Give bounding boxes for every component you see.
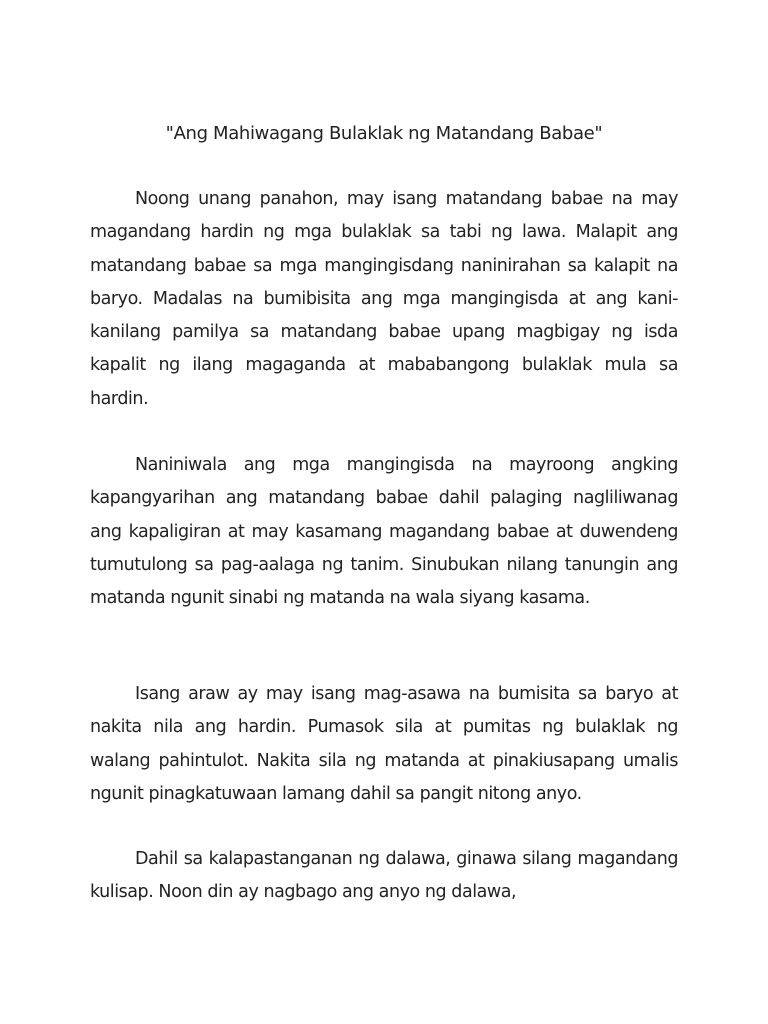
- paragraph-4: Dahil sa kalapastanganan ng dalawa, ginawa silang magandang kulisap. Noon din ay nagbago ang anyo ng dalawa,: [90, 849, 678, 903]
- paragraph-3: Isang araw ay may isang mag-asawa na bumisita sa baryo at nakita nila ang hardin. Pumasok sila at pumitas ng bulaklak ng walang pahintulot. Nakita sila ng matanda at pinakiusapang umalis ngunit pinagkatuwaan lamang dahil sa pangit nitong anyo.: [90, 684, 678, 804]
- paragraph-2: Naniniwala ang mga mangingisda na mayroong angking kapangyarihan ang matandang babae dahil palaging nagliliwanag ang kapaligiran at may kasamang magandang babae at duwendeng tumutulong sa pag-aalaga ng tanim. Sinubukan nilang tanungin ang matanda ngunit sinabi ng matanda na wala siyang kasama.: [90, 455, 678, 609]
- paragraph-1: Noong unang panahon, may isang matandang babae na may magandang hardin ng mga bulaklak sa tabi ng lawa. Malapit ang matandang babae sa mga mangingisdang naninirahan sa kalapit na baryo. Madalas na bumibisita ang mga mangingisda at ang kani-kanilang pamilya sa matandang babae upang magbigay ng isda kapalit ng ilang magaganda at mababangong bulaklak mula sa hardin.: [90, 189, 678, 409]
- story-title: "Ang Mahiwagang Bulaklak ng Matandang Babae": [165, 123, 603, 144]
